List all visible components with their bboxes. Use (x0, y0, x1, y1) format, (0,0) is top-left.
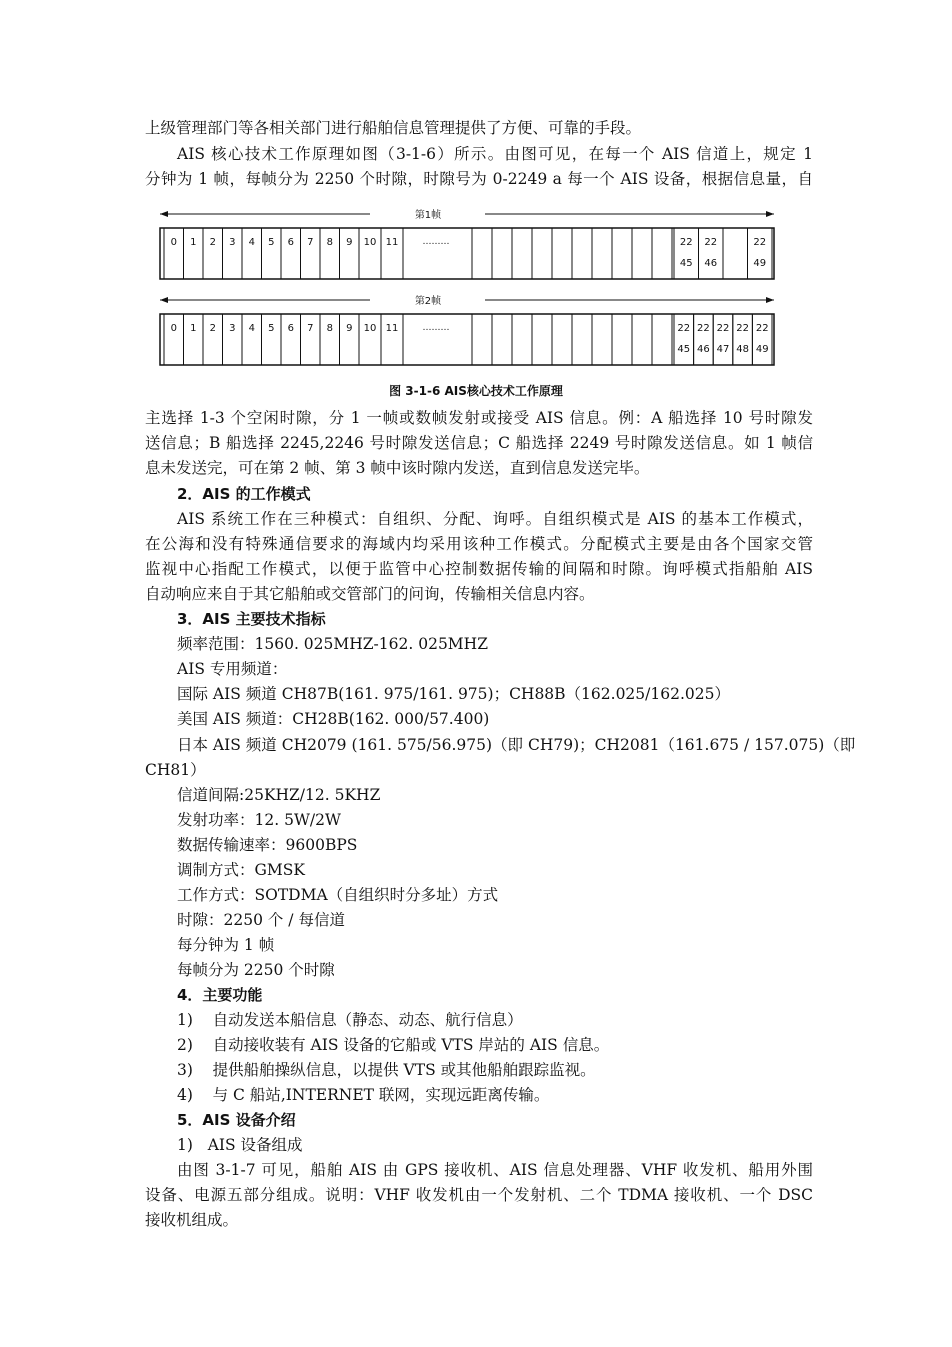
slot-label: 3 (229, 323, 236, 334)
paragraph-line: 监视中心指配工作模式，以便于监管中心控制数据传输的间隔和时隙。询呼模式指船舶 AIS (145, 560, 813, 578)
slot-label: 1 (190, 237, 197, 248)
spec-line: 每帧分为 2250 个时隙 (177, 961, 335, 979)
paragraph-line: 在公海和没有特殊通信要求的海域内均采用该种工作模式。分配模式主要是由各个国家交管 (145, 535, 813, 553)
slot-label: 6 (287, 323, 294, 334)
frame-label: 第1帧 (414, 210, 442, 221)
slot-cell (492, 314, 512, 365)
slot-cell (359, 228, 381, 279)
slot-cell (572, 228, 592, 279)
spec-line: 发射功率：12. 5W/2W (177, 811, 341, 829)
slot-label: 10 (363, 237, 377, 248)
slot-cell (632, 228, 652, 279)
spec-line: 每分钟为 1 帧 (177, 936, 275, 954)
slot-label: 5 (268, 237, 275, 248)
slot-cell (748, 228, 773, 279)
slot-cell (340, 314, 360, 365)
slot-label: 22 (716, 323, 730, 334)
slot-label: 49 (753, 258, 767, 269)
paragraph-line: 上级管理部门等各相关部门进行船舶信息管理提供了方便、可靠的手段。 (145, 119, 642, 137)
slot-cell (612, 314, 632, 365)
slot-cell (694, 314, 714, 365)
slot-label: 22 (704, 237, 718, 248)
slot-cell (381, 228, 403, 279)
slot-label: 46 (704, 258, 718, 269)
spec-line: CH81） (145, 761, 206, 779)
slot-cell (164, 228, 184, 279)
slot-cell (492, 228, 512, 279)
slot-cell (572, 314, 592, 365)
slot-label: 11 (385, 323, 399, 334)
slot-label: 9 (346, 237, 353, 248)
slot-label: 48 (736, 344, 749, 355)
slot-label: 45 (679, 258, 693, 269)
arrowhead-right (766, 297, 774, 303)
slot-label: 47 (716, 344, 730, 355)
paragraph-line: 主选择 1-3 个空闲时隙，分 1 一帧或数帧发射或接受 AIS 信息。例：A 船选择 10 号时隙发 (145, 409, 813, 427)
slot-label: 22 (677, 323, 691, 334)
slot-label: 4 (248, 323, 255, 334)
slot-label: 46 (697, 344, 710, 355)
frame-box (160, 314, 774, 365)
slot-cell (592, 228, 612, 279)
paragraph-line: 送信息；B 船选择 2245,2246 号时隙发送信息；C 船选择 2249 号时隙发送信息。如 1 帧信 (145, 434, 813, 452)
slot-cell (281, 314, 301, 365)
slot-label: 8 (326, 323, 333, 334)
slot-ellipsis: ……… (422, 323, 450, 333)
slot-cell (472, 228, 492, 279)
slot-cell (674, 228, 699, 279)
slot-cell (242, 228, 262, 279)
slot-label: 2 (209, 323, 216, 334)
slot-label: 5 (268, 323, 275, 334)
slot-cell (552, 228, 572, 279)
slot-cell (632, 314, 652, 365)
slot-cell (699, 228, 724, 279)
slot-cell (301, 314, 321, 365)
figure-caption: 图 3-1-6 AIS核心技术工作原理 (389, 384, 563, 398)
slot-cell (592, 314, 612, 365)
slot-cell (340, 228, 360, 279)
slot-label: 49 (755, 344, 769, 355)
tdma-frame-diagram (0, 0, 952, 380)
slot-cell (359, 314, 381, 365)
list-item: 1) AIS 设备组成 (177, 1136, 303, 1154)
spec-line: 信道间隔:25KHZ/12. 5KHZ (177, 786, 381, 804)
slot-cell (223, 228, 243, 279)
slot-label: 0 (170, 323, 177, 334)
section-heading: 2．AIS 的工作模式 (177, 485, 311, 503)
frame-box (160, 228, 774, 279)
slot-label: 3 (229, 237, 236, 248)
slot-cell (301, 228, 321, 279)
paragraph-line: AIS 核心技术工作原理如图（3-1-6）所示。由图可见，在每一个 AIS 信道上，规定 1 (177, 145, 813, 163)
list-item: 2) 自动接收装有 AIS 设备的它船或 VTS 岸站的 AIS 信息。 (177, 1036, 610, 1054)
arrowhead-right (766, 211, 774, 217)
paragraph-line: 由图 3-1-7 可见，船舶 AIS 由 GPS 接收机、AIS 信息处理器、VHF 收发机、船用外围 (177, 1161, 813, 1179)
slot-ellipsis: ……… (422, 237, 450, 247)
slot-label: 6 (287, 237, 294, 248)
slot-label: 11 (385, 237, 399, 248)
slot-label: 22 (736, 323, 749, 334)
slot-cell (262, 314, 282, 365)
section-heading: 4．主要功能 (177, 986, 263, 1004)
slot-label: 22 (755, 323, 769, 334)
list-item: 4) 与 C 船站,INTERNET 联网，实现远距离传输。 (177, 1086, 550, 1104)
slot-cell (723, 228, 748, 279)
paragraph-line: 接收机组成。 (145, 1211, 239, 1229)
slot-label: 2 (209, 237, 216, 248)
slot-cell (184, 228, 204, 279)
slot-cell (532, 314, 552, 365)
spec-line: 日本 AIS 频道 CH2079 (161. 575/56.975)（即 CH79)；CH2081（161.675 / 157.075)（即 (177, 736, 856, 754)
slot-cell (203, 228, 223, 279)
slot-label: 22 (753, 237, 767, 248)
spec-line: 频率范围：1560. 025MHZ-162. 025MHZ (177, 635, 488, 653)
slot-cell (652, 228, 672, 279)
slot-label: 45 (677, 344, 691, 355)
slot-cell (203, 314, 223, 365)
slot-label: 1 (190, 323, 197, 334)
slot-label: 10 (363, 323, 377, 334)
paragraph-line: 自动响应来自于其它船舶或交管部门的问询，传输相关信息内容。 (145, 585, 595, 603)
slot-label: 0 (170, 237, 177, 248)
list-item: 1) 自动发送本船信息（静态、动态、航行信息） (177, 1011, 523, 1029)
list-item: 3) 提供船舶操纵信息，以提供 VTS 或其他船舶跟踪监视。 (177, 1061, 596, 1079)
slot-label: 4 (248, 237, 255, 248)
slot-cell (281, 228, 301, 279)
slot-cell (713, 314, 733, 365)
slot-label: 9 (346, 323, 353, 334)
slot-cell (242, 314, 262, 365)
slot-label: 22 (697, 323, 710, 334)
paragraph-line: AIS 系统工作在三种模式：自组织、分配、询呼。自组织模式是 AIS 的基本工作模式， (177, 510, 813, 528)
section-heading: 3．AIS 主要技术指标 (177, 610, 326, 628)
spec-line: 调制方式：GMSK (177, 861, 305, 879)
spec-line: 工作方式：SOTDMA（自组织时分多址）方式 (177, 886, 499, 904)
paragraph-line: 分钟为 1 帧，每帧分为 2250 个时隙，时隙号为 0-2249 a 每一个 AIS 设备，根据信息量，自 (145, 170, 813, 188)
slot-cell (512, 228, 532, 279)
spec-line: 时隙：2250 个 / 每信道 (177, 911, 345, 929)
frame-label: 第2帧 (414, 296, 442, 307)
slot-cell (674, 314, 694, 365)
slot-label: 7 (307, 237, 314, 248)
slot-label: 8 (326, 237, 333, 248)
arrowhead-left (160, 211, 168, 217)
slot-cell (164, 314, 184, 365)
slot-cell (652, 314, 672, 365)
spec-line: 国际 AIS 频道 CH87B(161. 975/161. 975)；CH88B（162.025/162.025） (177, 685, 730, 703)
slot-cell (752, 314, 772, 365)
slot-cell (612, 228, 632, 279)
slot-cell (320, 314, 340, 365)
slot-cell (733, 314, 753, 365)
spec-line: AIS 专用频道： (177, 660, 288, 678)
slot-cell (223, 314, 243, 365)
slot-cell (472, 314, 492, 365)
slot-label: 7 (307, 323, 314, 334)
paragraph-line: 息未发送完，可在第 2 帧、第 3 帧中该时隙内发送，直到信息发送完毕。 (145, 459, 650, 477)
slot-cell (381, 314, 403, 365)
slot-cell (512, 314, 532, 365)
slot-cell (320, 228, 340, 279)
slot-cell (262, 228, 282, 279)
paragraph-line: 设备、电源五部分组成。说明：VHF 收发机由一个发射机、二个 TDMA 接收机、一个 DSC (145, 1186, 813, 1204)
spec-line: 美国 AIS 频道：CH28B(162. 000/57.400) (177, 710, 490, 728)
slot-cell (552, 314, 572, 365)
section-heading: 5．AIS 设备介绍 (177, 1111, 296, 1129)
slot-cell (532, 228, 552, 279)
slot-label: 22 (679, 237, 693, 248)
arrowhead-left (160, 297, 168, 303)
slot-cell (184, 314, 204, 365)
spec-line: 数据传输速率：9600BPS (177, 836, 358, 854)
